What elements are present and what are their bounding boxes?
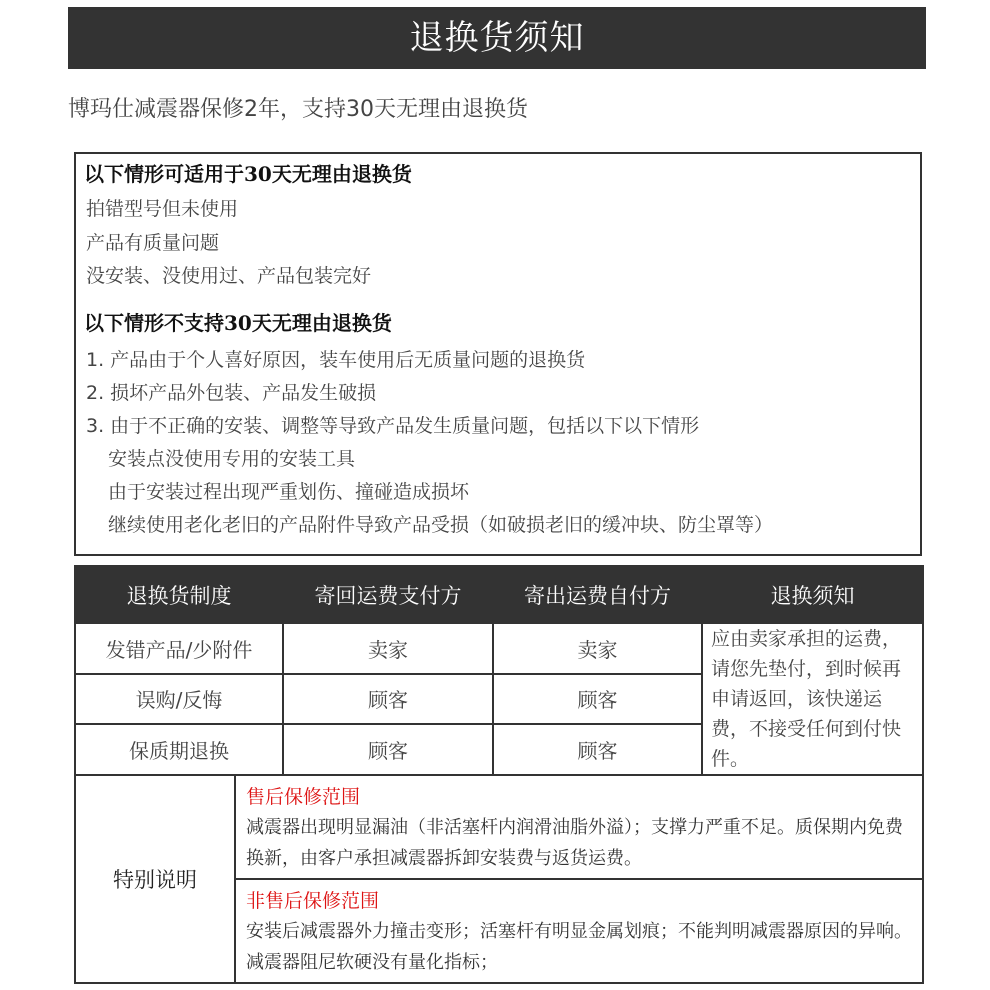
return-payer-cell: 卖家: [283, 623, 493, 674]
special-notes-row: [75, 775, 923, 983]
outbound-payer-cell: 顾客: [493, 674, 702, 725]
not-applicable-item: 1. 产品由于个人喜好原因，装车使用后无质量问题的退换货: [86, 349, 586, 371]
header-outbound-shipping: 寄出运费自付方: [493, 566, 702, 623]
conditions-box: [74, 152, 922, 556]
applicable-item: 没安装、没使用过、产品包装完好: [86, 265, 372, 287]
table-header-row: [75, 566, 923, 623]
notice-cell: 应由卖家承担的运费，请您先垫付，到时候再申请返回，该快递运费，不接受任何到付快件。: [702, 623, 923, 775]
page-title: 退换货须知: [409, 18, 585, 58]
return-payer-cell: 顾客: [283, 674, 493, 725]
return-payer-cell: 顾客: [283, 724, 493, 775]
warranty-summary: 博玛仕减震器保修2年，支持30天无理由退换货: [68, 97, 528, 122]
policy-cell: 误购/反悔: [75, 674, 283, 725]
not-applicable-item: 3. 由于不正确的安装、调整等导致产品发生质量问题，包括以下以下情形: [86, 415, 700, 437]
applicable-item: 拍错型号但未使用: [86, 198, 239, 220]
non-warranty-title: 非售后保修范围: [246, 890, 380, 912]
page-title-banner: [68, 7, 926, 69]
non-warranty-section: [236, 878, 922, 982]
not-applicable-sub-item: 安装点没使用专用的安装工具: [108, 448, 356, 470]
outbound-payer-cell: 卖家: [493, 623, 702, 674]
not-applicable-sub-item: 由于安装过程出现严重划伤、撞碰造成损坏: [108, 481, 470, 503]
warranty-title: 售后保修范围: [246, 786, 361, 808]
warranty-section: [236, 776, 922, 878]
outbound-payer-cell: 顾客: [493, 724, 702, 775]
table-row: [75, 623, 923, 674]
non-warranty-text: 安装后减震器外力撞击变形；活塞杆有明显金属划痕；不能判明减震器原因的异响。减震器阻尼软硬没有量化指标；: [246, 921, 912, 973]
applicable-heading: 以下情形可适用于30天无理由退换货: [84, 162, 412, 186]
return-policy-table: [74, 565, 924, 984]
header-policy: 退换货制度: [75, 566, 283, 623]
policy-cell: 保质期退换: [75, 724, 283, 775]
policy-cell: 发错产品/少附件: [75, 623, 283, 674]
special-notes-label: 特别说明: [75, 775, 235, 983]
not-applicable-sub-item: 继续使用老化老旧的产品附件导致产品受损（如破损老旧的缓冲块、防尘罩等）: [108, 514, 774, 536]
header-notice: 退换须知: [702, 566, 923, 623]
applicable-item: 产品有质量问题: [86, 232, 220, 254]
not-applicable-item: 2. 损坏产品外包装、产品发生破损: [86, 382, 377, 404]
warranty-text: 减震器出现明显漏油（非活塞杆内润滑油脂外溢）；支撑力严重不足。质保期内免费换新，由客户承担减震器拆卸安装费与返货运费。: [246, 817, 903, 869]
not-applicable-heading: 以下情形不支持30天无理由退换货: [84, 311, 392, 335]
special-notes: [235, 775, 923, 983]
header-return-shipping: 寄回运费支付方: [283, 566, 493, 623]
